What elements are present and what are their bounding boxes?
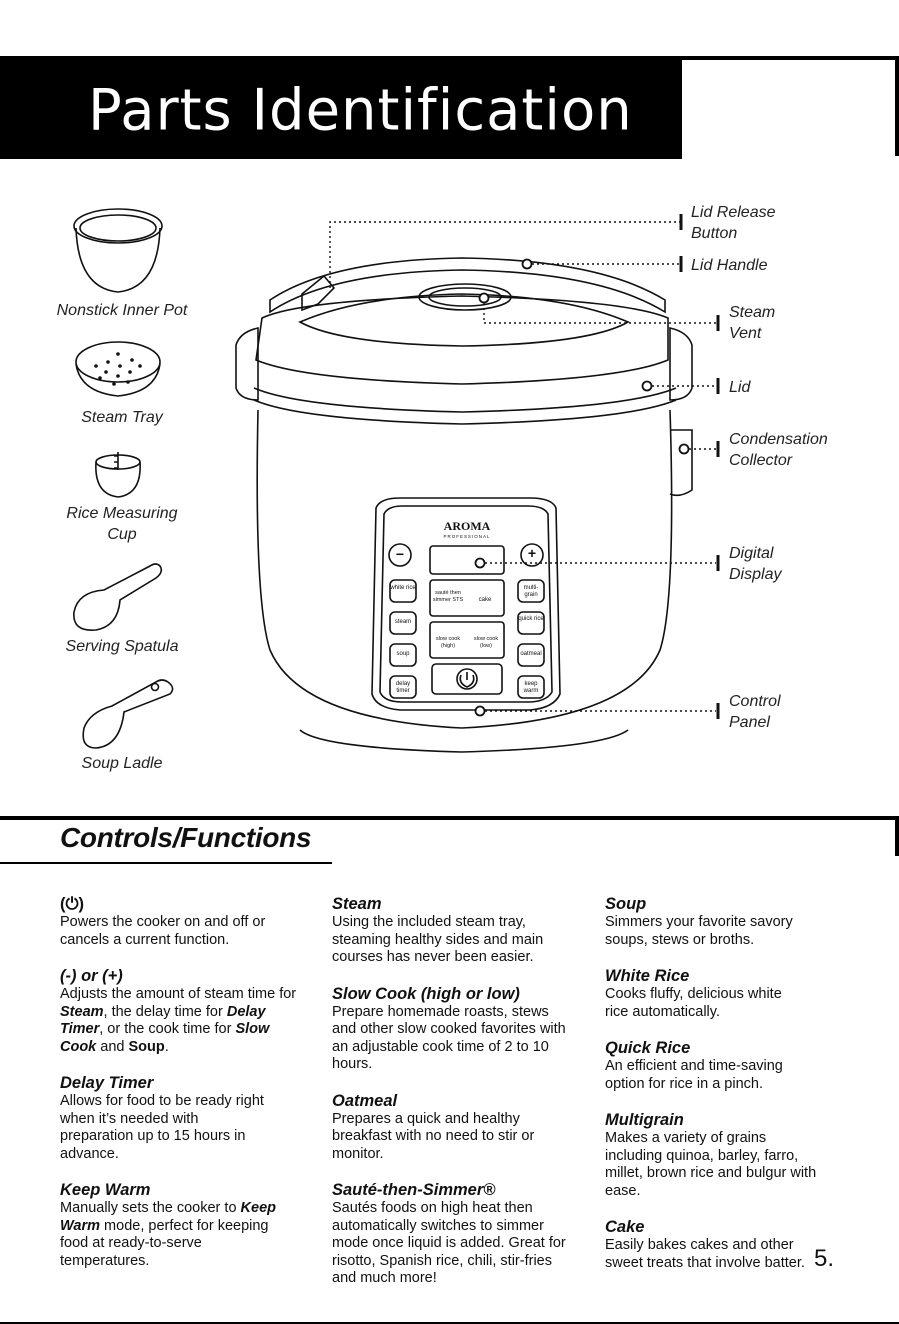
callout-digital-display: Digital Display [729, 545, 782, 583]
fn-title: Multigrain [605, 1111, 684, 1129]
keep-warm-button[interactable]: keep warm [523, 681, 539, 694]
fn-desc: Prepare homemade roasts, stews and other slow cooked favorites with an adjustable cook time of 2 to 10 hours. [332, 1003, 566, 1072]
functions-column-1 [60, 894, 300, 1287]
fn-title: Delay Timer [60, 1074, 154, 1092]
functions-column-3 [605, 894, 823, 1289]
brand-sub: PROFESSIONAL [443, 534, 491, 539]
ladle-icon [83, 680, 172, 748]
cake-label: cake [478, 597, 492, 603]
part-label-inner-pot: Nonstick Inner Pot [56, 302, 188, 319]
fn-desc: An efficient and time-saving option for rice in a pinch. [605, 1058, 783, 1092]
saute-simmer-label: sauté then simmer STS [432, 590, 464, 603]
fn-title: Slow Cook (high or low) [332, 984, 520, 1003]
soup-button[interactable]: soup [396, 651, 410, 657]
callout-lid-handle: Lid Handle [691, 257, 768, 274]
callout-lid-release: Lid Release Button [691, 204, 776, 242]
fn-soup [605, 894, 823, 949]
part-label-ladle: Soup Ladle [81, 755, 163, 772]
fn-title: Soup [605, 895, 647, 913]
delay-timer-button[interactable]: delay timer [395, 681, 411, 694]
fn-minus-plus [60, 966, 300, 1056]
fn-desc: Cooks fluffy, delicious white rice automatically. [605, 986, 782, 1020]
fn-power [60, 894, 300, 949]
part-label-steam-tray: Steam Tray [81, 409, 163, 426]
fn-delay-timer [60, 1073, 300, 1163]
callout-control-panel: Control Panel [729, 693, 781, 731]
oatmeal-button[interactable]: oatmeal [520, 651, 542, 657]
section-rule-right [895, 816, 899, 856]
part-label-spatula: Serving Spatula [65, 638, 179, 655]
brand-logo: AROMA [443, 519, 491, 533]
fn-title: Oatmeal [332, 1091, 398, 1110]
section-underline [0, 862, 332, 864]
fn-desc: Manually sets the cooker to Keep Warm mode, perfect for keeping food at ready-to-serve temperatures. [60, 1200, 277, 1269]
fn-title: White Rice [605, 967, 690, 985]
fn-title: (-) or (+) [60, 967, 123, 985]
fn-title: Keep Warm [60, 1181, 151, 1199]
functions-column-2 [332, 894, 572, 1305]
fn-desc: Allows for food to be ready right when it’s needed with preparation up to 15 hours in advance. [60, 1093, 264, 1162]
fn-desc: Prepares a quick and healthy breakfast with no need to stir or monitor. [332, 1110, 535, 1162]
leader-ticks [681, 214, 718, 719]
page-number: 5. [814, 1245, 835, 1272]
fn-quick-rice [605, 1038, 823, 1093]
measuring-cup-icon [96, 452, 140, 497]
section-title: Controls/Functions [60, 822, 312, 853]
fn-slow-cook [332, 984, 572, 1074]
page-title: Parts Identification [88, 77, 633, 144]
fn-cake [605, 1217, 823, 1272]
white-rice-button[interactable]: white rice [390, 585, 416, 591]
rice-cooker-illustration [236, 258, 692, 752]
callout-condensation: Condensation Collector [729, 431, 828, 469]
section-rule [0, 816, 899, 820]
slow-cook-high-label: slow cook (high) [435, 636, 461, 649]
fn-desc: Sautés foods on high heat then automatically switches to simmer mode once liquid is added. Great for risotto, Spanish rice, chili, stir-fries and much more! [332, 1200, 566, 1286]
fn-desc: Adjusts the amount of steam time for Steam, the delay time for Delay Timer, or the cook time for Slow Cook and Soup. [60, 986, 297, 1055]
slow-cook-low-label: slow cook (low) [473, 636, 499, 649]
fn-keep-warm [60, 1180, 300, 1270]
callout-steam-vent: Steam Vent [729, 304, 776, 342]
fn-title: Steam [332, 895, 382, 913]
power-icon: (⏻) [60, 895, 85, 913]
callout-lid: Lid [729, 379, 751, 396]
minus-button[interactable]: − [395, 546, 405, 562]
steam-button[interactable]: steam [394, 619, 412, 625]
steam-tray-icon [76, 342, 160, 396]
right-rule [895, 56, 899, 156]
inner-pot-icon [74, 209, 162, 292]
plus-button[interactable]: + [527, 545, 537, 561]
top-rule [682, 56, 899, 60]
fn-desc: Makes a variety of grains including quinoa, barley, farro, millet, brown rice and bulgur with ease. [605, 1130, 817, 1199]
fn-saute-simmer [332, 1180, 572, 1288]
fn-oatmeal [332, 1091, 572, 1164]
spatula-icon [74, 564, 161, 630]
multigrain-button[interactable]: multi-grain [523, 585, 539, 598]
fn-title: Quick Rice [605, 1039, 691, 1057]
fn-desc: Using the included steam tray, steaming healthy sides and main courses has never been easier. [332, 914, 544, 965]
leader-markers [476, 260, 689, 716]
fn-steam [332, 894, 572, 967]
part-label-measuring-cup: Rice Measuring Cup [66, 505, 178, 543]
fn-desc: Simmers your favorite savory soups, stews or broths. [605, 914, 793, 948]
quick-rice-button[interactable]: quick rice [518, 616, 544, 622]
fn-title: Cake [605, 1218, 645, 1236]
fn-title: Sauté-then-Simmer® [332, 1181, 496, 1199]
fn-multigrain [605, 1110, 823, 1200]
fn-white-rice [605, 966, 823, 1021]
fn-desc: Easily bakes cakes and other sweet treats that involve batter. [605, 1237, 805, 1271]
fn-desc: Powers the cooker on and off or cancels a current function. [60, 914, 266, 948]
